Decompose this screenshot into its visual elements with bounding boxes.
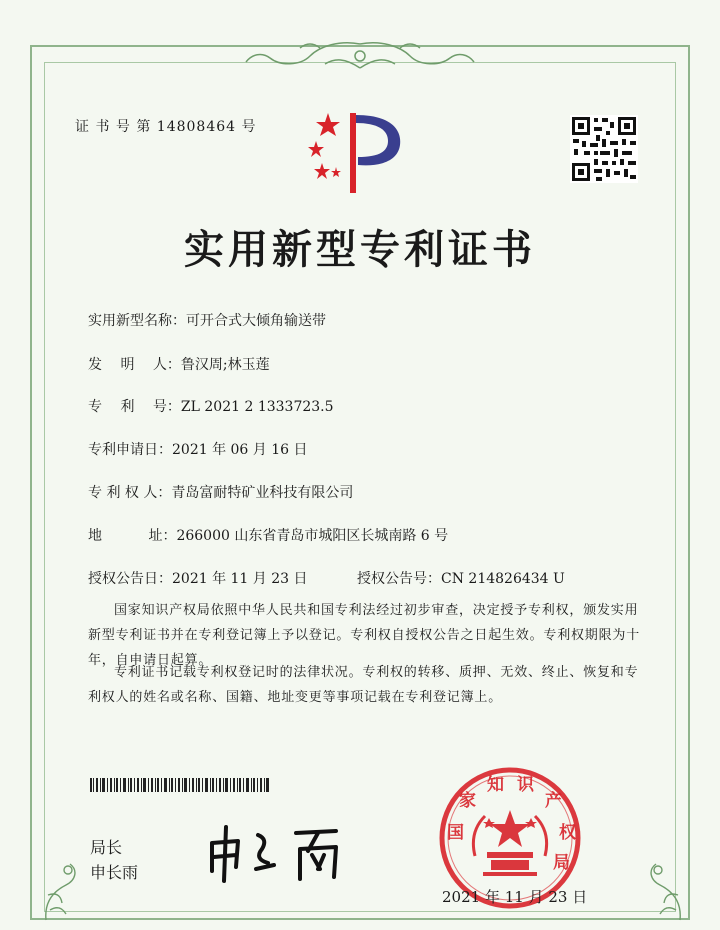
field-application-date	[88, 439, 308, 459]
svg-text:国: 国	[447, 823, 464, 843]
bottom-right-ornament	[630, 840, 690, 925]
field-label: 实用新型名称：	[88, 313, 186, 329]
field-value: CN 214826434 U	[441, 571, 565, 587]
field-patentee	[88, 482, 353, 502]
statement-line: 新型专利证书并在专利登记簿上予以登记。专利权自授权公告之日起生效。专利权期限为十	[88, 628, 641, 643]
director-name: 申长雨	[90, 863, 139, 882]
barcode	[90, 778, 270, 792]
statement-line: 年，自申请日起算。	[88, 653, 213, 668]
field-label: 专 利 号：	[88, 399, 181, 415]
certificate-title: 实用新型专利证书	[184, 226, 536, 273]
svg-text:家: 家	[459, 791, 476, 811]
field-value: 2021 年 06 月 16 日	[172, 442, 308, 458]
svg-text:局: 局	[553, 853, 570, 873]
svg-text:知: 知	[487, 775, 504, 795]
field-patent-number	[88, 396, 334, 416]
legal-status-note	[88, 660, 648, 710]
qr-code	[570, 115, 638, 183]
field-address	[88, 525, 448, 545]
field-label: 专利申请日：	[88, 442, 172, 458]
note-line: 利权人的姓名或名称、国籍、地址变更等事项记载在专利登记簿上。	[88, 690, 503, 705]
field-value: 鲁汉周;林玉莲	[180, 357, 270, 373]
top-ornament	[240, 38, 480, 74]
field-inventors	[88, 354, 270, 374]
field-grant-announcement-number	[357, 568, 565, 588]
field-value: 2021 年 11 月 23 日	[172, 571, 308, 587]
svg-text:识: 识	[517, 775, 534, 795]
field-label: 授权公告号：	[357, 571, 441, 587]
statement-line: 国家知识产权局依照中华人民共和国专利法经过初步审查，决定授予专利权，颁发实用	[114, 603, 639, 618]
certificate-number: 证 书 号 第 14808464 号	[75, 119, 257, 135]
svg-text:权: 权	[559, 823, 576, 843]
svg-text:产: 产	[545, 791, 562, 811]
field-value: ZL 2021 2 1333723.5	[180, 399, 334, 415]
seal-date: 2021 年 11 月 23 日	[442, 888, 588, 906]
note-line: 专利证书记载专利权登记时的法律状况。专利权的转移、质押、无效、终止、恢复和专	[114, 665, 639, 680]
field-value: 青岛富耐特矿业科技有限公司	[171, 485, 354, 501]
field-label: 发 明 人：	[88, 357, 181, 373]
field-label: 地 址：	[88, 528, 177, 544]
field-label: 专 利 权 人：	[88, 485, 172, 501]
field-grant-announcement-date	[88, 568, 308, 588]
director-title: 局长	[90, 838, 123, 857]
field-label: 授权公告日：	[88, 571, 172, 587]
field-utility-model-name	[88, 310, 326, 330]
field-value: 可开合式大倾角输送带	[186, 313, 326, 329]
patent-office-logo	[300, 105, 410, 195]
bottom-left-ornament	[36, 840, 96, 925]
director-signature	[200, 815, 360, 885]
field-value: 266000 山东省青岛市城阳区长城南路 6 号	[176, 528, 449, 544]
